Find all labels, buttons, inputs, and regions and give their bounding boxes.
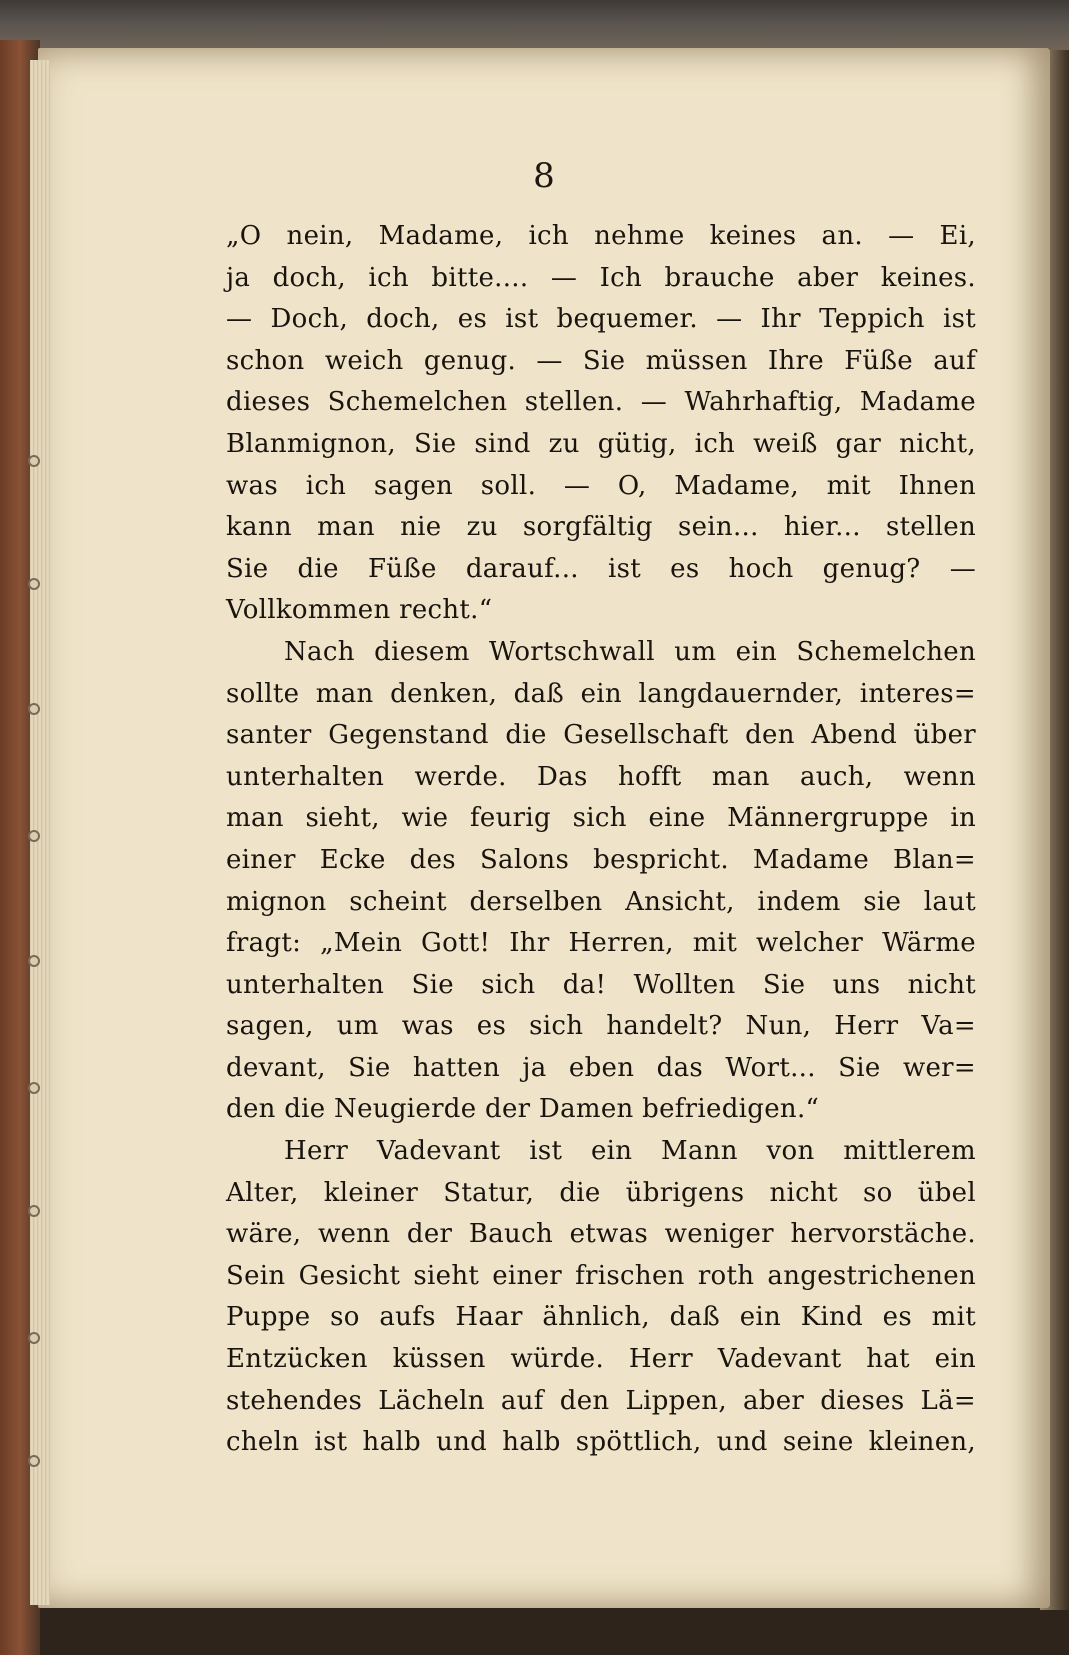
text-line: man sieht, wie feurig sich eine Männergruppe in: [226, 803, 976, 834]
text-line: sollte man denken, daß ein langdauernder, interes=: [226, 678, 976, 709]
binding-hole: [28, 830, 40, 842]
text-line: Puppe so aufs Haar ähnlich, daß ein Kind es mit: [226, 1302, 976, 1333]
binding-hole: [28, 455, 40, 467]
text-line: kann man nie zu sorgfältig sein... hier... stellen: [226, 512, 976, 543]
text-line: Alter, kleiner Statur, die übrigens nicht so übel: [226, 1177, 976, 1208]
binding-hole: [28, 578, 40, 590]
text-line: was ich sagen soll. — O, Madame, mit Ihnen: [226, 470, 976, 501]
text-line: „O nein, Madame, ich nehme keines an. — Ei,: [226, 221, 976, 251]
binding-hole: [28, 703, 40, 715]
text-line: den die Neugierde der Damen befriedigen.“: [226, 1094, 820, 1125]
text-line: fragt: „Mein Gott! Ihr Herren, mit welcher Wärme: [226, 928, 976, 959]
text-line: unterhalten werde. Das hofft man auch, wenn: [226, 761, 976, 792]
text-line: dieses Schemelchen stellen. — Wahrhaftig, Madame: [226, 387, 976, 418]
text-line: ja doch, ich bitte.... — Ich brauche aber keines.: [226, 262, 976, 293]
text-line: unterhalten Sie sich da! Wollten Sie uns nicht: [226, 969, 976, 1000]
text-line: Entzücken küssen würde. Herr Vadevant hat ein: [226, 1344, 976, 1375]
text-line: Vollkommen recht.“: [226, 595, 493, 626]
binding-hole: [28, 955, 40, 967]
book-page: [38, 48, 1050, 1608]
text-line: — Doch, doch, es ist bequemer. — Ihr Teppich ist: [226, 304, 976, 335]
binding-hole: [28, 1205, 40, 1217]
text-line: cheln ist halb und halb spöttlich, und seine kleinen,: [226, 1427, 976, 1458]
text-line: sagen, um was es sich handelt? Nun, Herr Va=: [226, 1011, 976, 1042]
text-line: schon weich genug. — Sie müssen Ihre Füße auf: [226, 345, 976, 376]
text-line: Nach diesem Wortschwall um ein Schemelchen: [284, 636, 976, 667]
text-line: devant, Sie hatten ja eben das Wort... Sie wer=: [226, 1052, 976, 1083]
page-number: 8: [533, 156, 555, 196]
text-line: santer Gegenstand die Gesellschaft den Abend über: [226, 720, 976, 751]
text-line: mignon scheint derselben Ansicht, indem sie laut: [226, 886, 976, 917]
text-line: Sie die Füße darauf... ist es hoch genug? —: [226, 553, 976, 584]
text-line: Herr Vadevant ist ein Mann von mittlerem: [284, 1136, 976, 1167]
binding-hole: [28, 1332, 40, 1344]
page-text: [226, 216, 976, 1464]
text-line: wäre, wenn der Bauch etwas weniger hervorstäche.: [226, 1219, 976, 1250]
text-line: Blanmignon, Sie sind zu gütig, ich weiß gar nicht,: [226, 428, 976, 459]
text-line: stehendes Lächeln auf den Lippen, aber dieses Lä=: [226, 1385, 976, 1416]
binding-hole: [28, 1455, 40, 1467]
text-line: einer Ecke des Salons bespricht. Madame Blan=: [226, 844, 976, 875]
text-line: Sein Gesicht sieht einer frischen roth angestrichenen: [226, 1260, 976, 1291]
binding-hole: [28, 1082, 40, 1094]
